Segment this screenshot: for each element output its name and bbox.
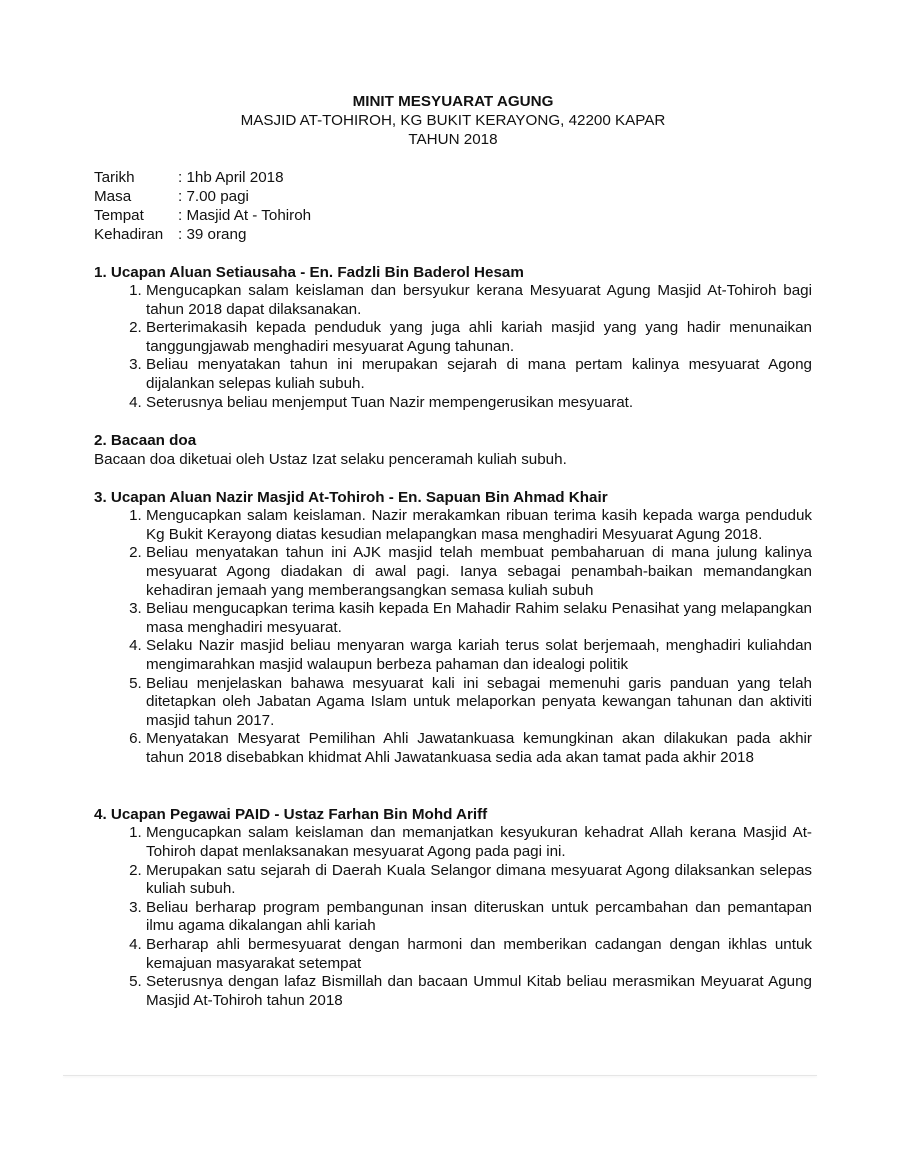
meta-value: : 1hb April 2018 — [178, 169, 284, 186]
list-item: 2. Berterimakasih kepada penduduk yang juga ahli kariah masjid yang yang hadir menunaikan tanggungjawab menghadiri mesyuarat Agung tahunan. — [146, 319, 812, 356]
meta-label: Kehadiran — [94, 226, 164, 243]
list-item: 2. Merupakan satu sejarah di Daerah Kuala Selangor dimana mesyuarat Agong dilaksankan selepas kuliah subuh. — [146, 862, 812, 899]
list-item: 3. Beliau menyatakan tahun ini merupakan sejarah di mana pertam kalinya mesyuarat Agong dijalankan selepas kuliah subuh. — [146, 356, 812, 393]
list-item: 2. Beliau menyatakan tahun ini AJK masjid telah membuat pembaharuan di mana julung kalinya mesyuarat Agong diadakan di awal pagi. Ianya sebagai penambah-baikan memandangkan kehadiran jemaah yang memberangsangkan semasa kuliah subuh — [146, 544, 812, 600]
page-bottom-divider — [63, 1075, 817, 1076]
list-item: 3. Beliau mengucapkan terima kasih kepada En Mahadir Rahim selaku Penasihat yang melapangkan masa menghadiri mesyuarat. — [146, 600, 812, 637]
list-item: 3. Beliau berharap program pembangunan insan diteruskan untuk percambahan dan pemantapan ilmu agama dikalangan ahli kariah — [146, 899, 812, 936]
meta-value: : 7.00 pagi — [178, 188, 249, 205]
section-list — [94, 824, 812, 1010]
meta-row-attendance — [94, 225, 812, 244]
section-heading: 2. Bacaan doa — [94, 432, 197, 450]
meeting-details — [94, 168, 812, 244]
meta-label: Tempat — [94, 207, 144, 224]
section-text: Bacaan doa diketuai oleh Ustaz Izat selaku penceramah kuliah subuh. — [94, 451, 567, 469]
list-item: 1. Mengucapkan salam keislaman dan bersyukur kerana Mesyuarat Agung Masjid At-Tohiroh bagi tahun 2018 dapat dilaksanakan. — [146, 282, 812, 319]
list-item: 1. Mengucapkan salam keislaman. Nazir merakamkan ribuan terima kasih kepada warga penduduk Kg Bukit Kerayong diatas kesudian melapangkan masa menghadiri Mesyuarat Agung 2018. — [146, 507, 812, 544]
list-item: 4. Seterusnya beliau menjemput Tuan Nazir mempengerusikan mesyuarat. — [146, 394, 812, 413]
section-heading: 1. Ucapan Aluan Setiausaha - En. Fadzli Bin Baderol Hesam — [94, 264, 524, 281]
list-item: 1. Mengucapkan salam keislaman dan memanjatkan kesyukuran kehadrat Allah kerana Masjid At-Tohiroh dapat menlaksanakan mesyuarat Agong pada pagi ini. — [146, 824, 812, 861]
section-3 — [94, 488, 812, 767]
meta-value: : 39 orang — [178, 226, 247, 243]
list-item: 4. Selaku Nazir masjid beliau menyaran warga kariah terus solat berjemaah, menghadiri kuliahdan mengimarahkan masjid walaupun berbeza pahaman dan idealogi politik — [146, 637, 812, 674]
document-year: TAHUN 2018 — [408, 131, 498, 148]
document-subtitle: MASJID AT-TOHIROH, KG BUKIT KERAYONG, 42200 KAPAR — [240, 112, 666, 129]
list-item: 6. Menyatakan Mesyarat Pemilihan Ahli Jawatankuasa kemungkinan akan dilakukan pada akhir tahun 2018 disebabkan khidmat Ahli Jawatankuasa sedia ada akan tamat pada akhir 2018 — [146, 730, 812, 767]
meta-row-date — [94, 168, 812, 187]
section-1 — [94, 263, 812, 412]
list-item: 4. Berharap ahli bermesyuarat dengan harmoni dan memberikan cadangan dengan ikhlas untuk kemajuan masyarakat setempat — [146, 936, 812, 973]
document-page — [94, 92, 812, 1010]
meta-row-venue — [94, 206, 812, 225]
section-heading: 3. Ucapan Aluan Nazir Masjid At-Tohiroh - En. Sapuan Bin Ahmad Khair — [94, 489, 608, 507]
meta-row-time — [94, 187, 812, 206]
section-4 — [94, 805, 812, 1010]
meta-label: Masa — [94, 188, 132, 205]
document-title: MINIT MESYUARAT AGUNG — [352, 93, 554, 110]
meta-value: : Masjid At - Tohiroh — [178, 207, 312, 224]
section-heading: 4. Ucapan Pegawai PAID - Ustaz Farhan Bin Mohd Ariff — [94, 806, 488, 824]
section-list — [94, 282, 812, 412]
meta-label: Tarikh — [94, 169, 135, 186]
section-list — [94, 507, 812, 767]
list-item: 5. Seterusnya dengan lafaz Bismillah dan bacaan Ummul Kitab beliau merasmikan Meyuarat Agung Masjid At-Tohiroh tahun 2018 — [146, 973, 812, 1010]
section-2 — [94, 431, 812, 469]
list-item: 5. Beliau menjelaskan bahawa mesyuarat kali ini sebagai memenuhi garis panduan yang telah ditetapkan oleh Jabatan Agama Islam untuk melaporkan penyata kewangan tahunan dan aktiviti masjid tahun 2017. — [146, 675, 812, 731]
